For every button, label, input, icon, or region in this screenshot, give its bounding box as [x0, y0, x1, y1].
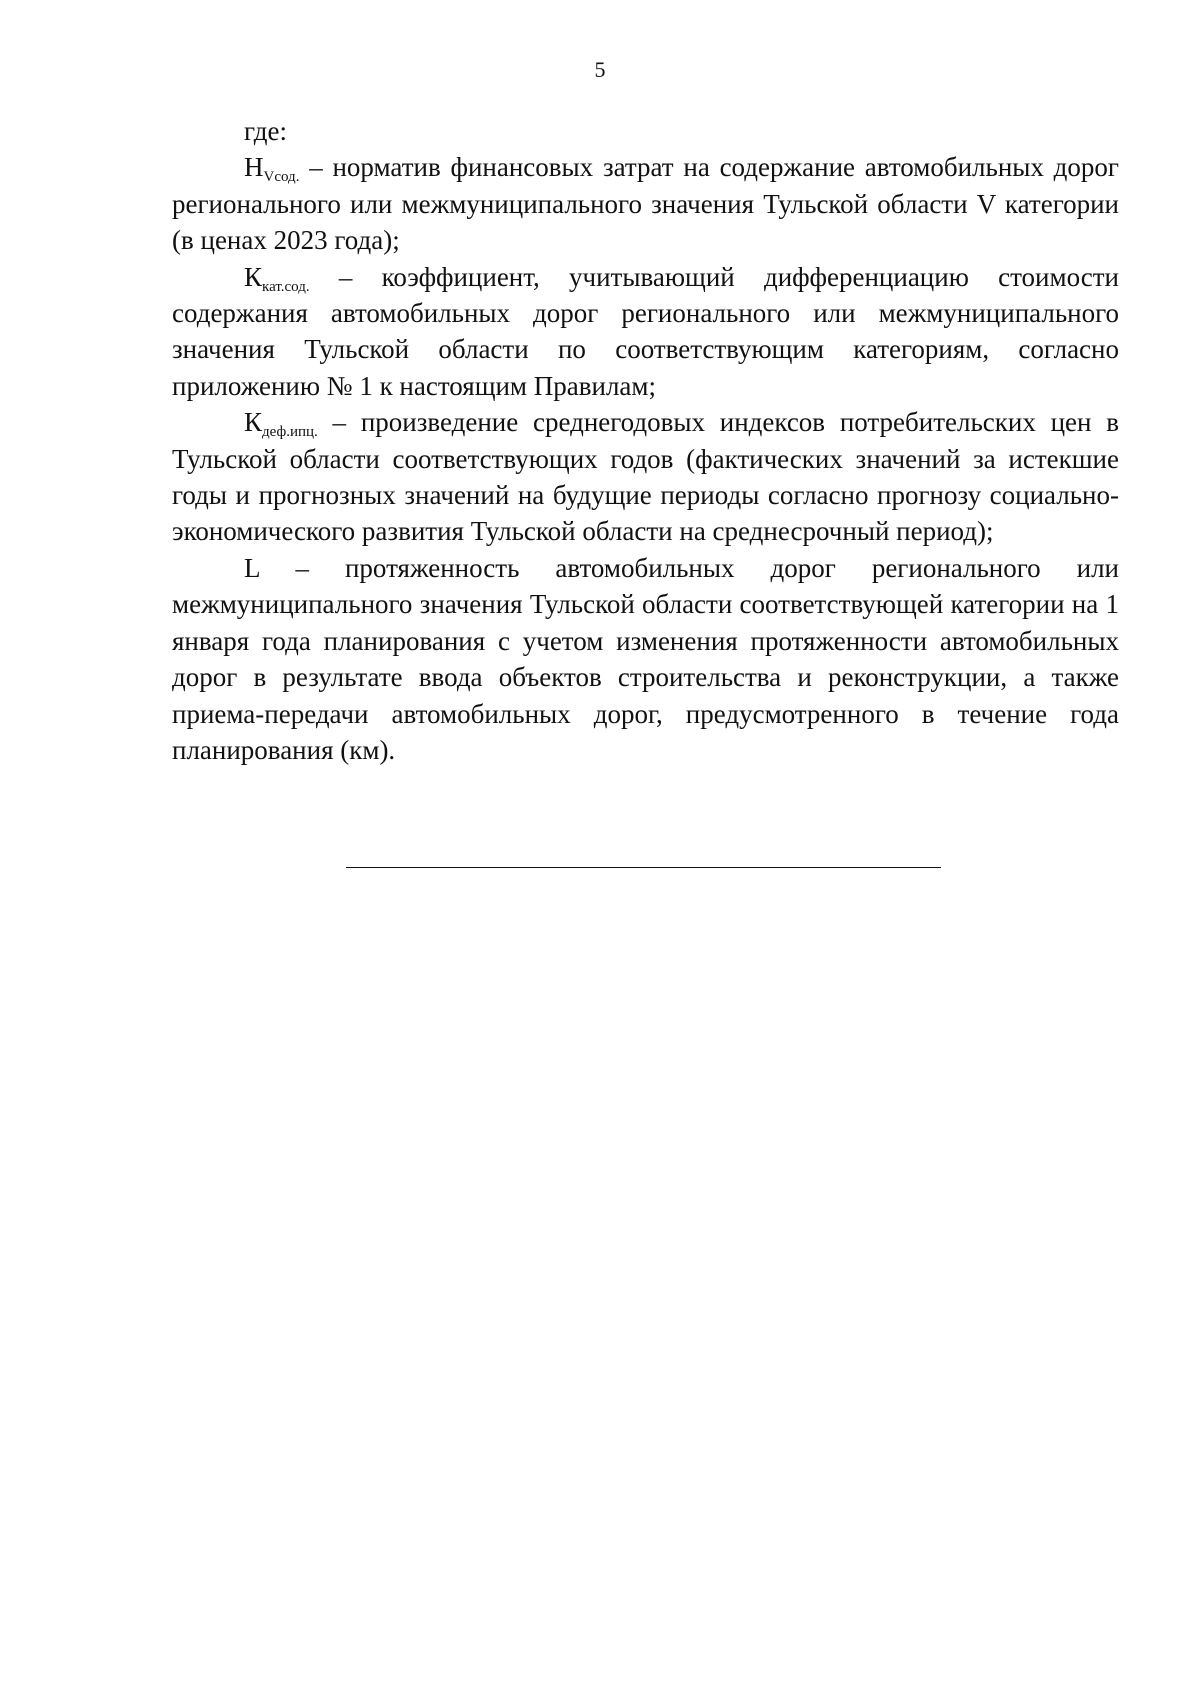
- definition-symbol: К: [244, 407, 263, 438]
- document-body: [172, 113, 1119, 768]
- end-divider-line: [346, 867, 941, 868]
- definition-text: – протяженность автомобильных дорог регионального или межмуниципального значения Тульской области соответствующей категории на 1 января года планирования с учетом изменения протяженности автомобильных дорог в результате ввода объектов строительства и реконструкции, а также приема-передачи автомобильных дорог, предусмотренного в течение года планирования (км).: [172, 552, 1119, 765]
- definition-text: – произведение среднегодовых индексов потребительских цен в Тульской области соответствующих годов (фактических значений за истекшие годы и прогнозных значений на будущие периоды согласно прогнозу социально-экономического развития Тульской области на среднесрочный период);: [172, 407, 1119, 547]
- definition-subscript: деф.ипц.: [262, 424, 318, 441]
- definition-kkat: [172, 259, 1119, 405]
- definition-text: – коэффициент, учитывающий дифференциацию стоимости содержания автомобильных дорог регионального или межмуниципального значения Тульской области по соответствующим категориям, согласно приложению № 1 к настоящим Правилам;: [172, 261, 1119, 401]
- definition-text: – норматив финансовых затрат на содержание автомобильных дорог регионального или межмуниципального значения Тульской области V категории (в ценах 2023 года);: [172, 152, 1119, 256]
- definition-l: [172, 550, 1119, 768]
- definition-subscript: Vсод.: [263, 169, 300, 186]
- definition-kdef: [172, 404, 1119, 550]
- definition-symbol: L: [244, 552, 260, 583]
- page-number: 5: [594, 57, 606, 82]
- definition-symbol: Н: [244, 152, 264, 183]
- definition-subscript: кат.сод.: [262, 278, 310, 295]
- definition-hv: [172, 149, 1119, 258]
- definition-symbol: К: [244, 261, 263, 292]
- intro-line: где:: [244, 116, 287, 146]
